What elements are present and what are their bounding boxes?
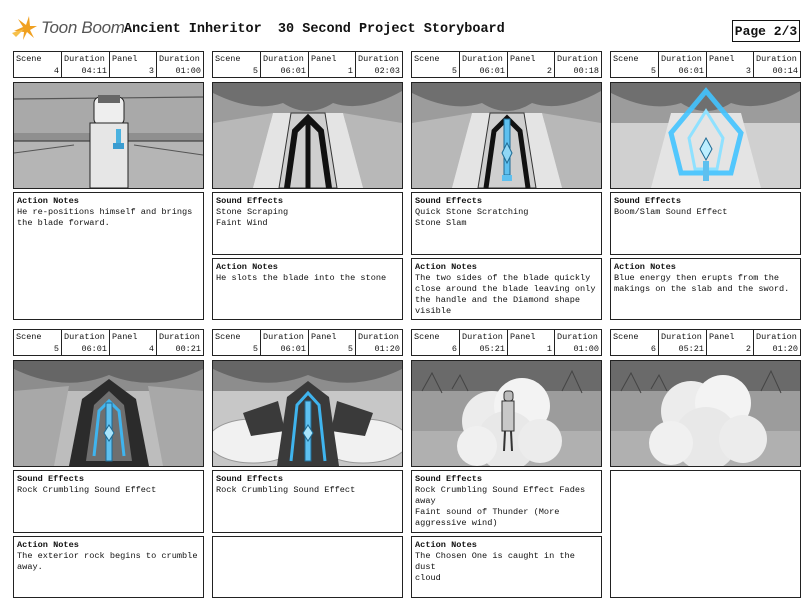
sound-effects-box [212, 192, 403, 255]
panel-number-cell [707, 52, 754, 77]
scene-cell [14, 52, 62, 77]
scene-duration-cell [460, 52, 508, 77]
notes-heading: Sound Effects [216, 196, 284, 206]
notes-text: Rock Crumbling Sound Effect [17, 485, 157, 495]
scene-duration-cell [62, 52, 110, 77]
scene-cell [611, 52, 659, 77]
cell-label: Duration [159, 332, 200, 342]
cell-label: Duration [557, 54, 598, 64]
cell-label: Panel [510, 332, 536, 342]
cell-label: Panel [311, 332, 337, 342]
notes-heading: Action Notes [415, 262, 477, 272]
cell-label: Panel [709, 332, 735, 342]
cell-value: 4 [53, 66, 59, 76]
cell-label: Panel [709, 54, 735, 64]
notes-heading: Action Notes [415, 540, 477, 550]
page-indicator: Page 2/3 [732, 20, 800, 42]
scene-cell [213, 330, 261, 355]
page-title: Ancient Inheritor 30 Second Project Storyboard [124, 22, 505, 37]
notes-text: Rock Crumbling Sound Effect Fades away Faint sound of Thunder (More aggressive wind) [415, 485, 586, 528]
cell-value: 5 [53, 344, 59, 354]
cell-label: Duration [661, 332, 702, 342]
panel-frame-image [212, 82, 403, 189]
notes-text: The Chosen One is caught in the dust cloud [415, 551, 575, 583]
scene-duration-cell [62, 330, 110, 355]
cell-value: 01:00 [175, 66, 201, 76]
scene-duration-cell [659, 330, 707, 355]
panel-frame-image [13, 360, 204, 467]
cell-label: Panel [112, 54, 138, 64]
sound-effects-box [610, 192, 801, 255]
panel-number-cell [508, 330, 555, 355]
cell-label: Scene [16, 332, 42, 342]
brand-name: Toon Boom [41, 18, 125, 37]
action-notes-box [212, 258, 403, 320]
cell-label: Duration [756, 332, 797, 342]
panel-duration-cell [754, 52, 800, 77]
cell-value: 2 [745, 344, 751, 354]
scene-cell [412, 52, 460, 77]
cell-label: Duration [263, 54, 304, 64]
cell-label: Duration [462, 332, 503, 342]
cell-value: 2 [546, 66, 552, 76]
panel-number-cell [110, 330, 157, 355]
cell-label: Duration [64, 332, 105, 342]
panel-frame-image [13, 82, 204, 189]
notes-text: The two sides of the blade quickly close around the blade leaving only the handle and the Diamond shape visible [415, 273, 596, 316]
panel-duration-cell [356, 330, 402, 355]
action-notes-box [13, 536, 204, 598]
cell-label: Panel [510, 54, 536, 64]
panel-number-cell [309, 330, 356, 355]
cell-value: 5 [347, 344, 353, 354]
scene-duration-cell [659, 52, 707, 77]
cell-value: 5 [252, 66, 258, 76]
cell-label: Duration [462, 54, 503, 64]
notes-text: He slots the blade into the stone [216, 273, 387, 283]
cell-value: 06:01 [678, 66, 704, 76]
cell-value: 6 [451, 344, 457, 354]
panel-number-cell [707, 330, 754, 355]
panel-info-bar [610, 51, 801, 78]
cell-value: 05:21 [479, 344, 505, 354]
panel-number-cell [110, 52, 157, 77]
cell-label: Scene [215, 54, 241, 64]
cell-value: 05:21 [678, 344, 704, 354]
cell-label: Duration [263, 332, 304, 342]
action-notes-box [13, 192, 204, 320]
empty-notes-box [212, 536, 403, 598]
action-notes-box [411, 258, 602, 320]
notes-heading: Action Notes [216, 262, 278, 272]
panel-number-cell [309, 52, 356, 77]
scene-duration-cell [261, 52, 309, 77]
notes-text: He re-positions himself and brings the blade forward. [17, 207, 193, 228]
cell-value: 06:01 [479, 66, 505, 76]
cell-value: 3 [148, 66, 154, 76]
cell-value: 5 [451, 66, 457, 76]
panel-duration-cell [356, 52, 402, 77]
panel-info-bar [212, 51, 403, 78]
cell-value: 01:20 [772, 344, 798, 354]
scene-cell [14, 330, 62, 355]
cell-value: 00:18 [573, 66, 599, 76]
action-notes-box [610, 258, 801, 320]
cell-label: Duration [756, 54, 797, 64]
cell-value: 01:20 [374, 344, 400, 354]
notes-text: Stone Scraping Faint Wind [216, 207, 289, 228]
toon-boom-logo [12, 13, 125, 43]
panel-info-bar [610, 329, 801, 356]
cell-value: 5 [650, 66, 656, 76]
notes-heading: Sound Effects [415, 474, 483, 484]
sound-effects-box [411, 192, 602, 255]
sound-effects-box [13, 470, 204, 533]
star-icon [12, 15, 38, 41]
scene-duration-cell [460, 330, 508, 355]
scene-duration-cell [261, 330, 309, 355]
cell-label: Scene [613, 54, 639, 64]
panel-info-bar [212, 329, 403, 356]
notes-heading: Action Notes [17, 196, 79, 206]
cell-label: Scene [613, 332, 639, 342]
panel-info-bar [411, 329, 602, 356]
panel-duration-cell [157, 52, 203, 77]
cell-value: 1 [546, 344, 552, 354]
cell-label: Scene [414, 332, 440, 342]
cell-label: Duration [358, 332, 399, 342]
cell-label: Scene [215, 332, 241, 342]
panel-duration-cell [157, 330, 203, 355]
notes-heading: Sound Effects [614, 196, 682, 206]
panel-frame-image [411, 360, 602, 467]
notes-heading: Sound Effects [415, 196, 483, 206]
panel-info-bar [13, 329, 204, 356]
cell-value: 00:14 [772, 66, 798, 76]
notes-heading: Action Notes [614, 262, 676, 272]
cell-value: 06:01 [280, 66, 306, 76]
cell-value: 5 [252, 344, 258, 354]
cell-label: Duration [661, 54, 702, 64]
notes-heading: Sound Effects [17, 474, 85, 484]
cell-label: Scene [414, 54, 440, 64]
empty-notes-box [610, 470, 801, 598]
panel-frame-image [411, 82, 602, 189]
notes-heading: Sound Effects [216, 474, 284, 484]
scene-cell [412, 330, 460, 355]
cell-label: Duration [64, 54, 105, 64]
panel-duration-cell [555, 330, 601, 355]
panel-duration-cell [555, 52, 601, 77]
scene-cell [213, 52, 261, 77]
panel-info-bar [411, 51, 602, 78]
notes-text: Blue energy then erupts from the makings on the slab and the sword. [614, 273, 790, 294]
cell-label: Duration [557, 332, 598, 342]
cell-value: 06:01 [81, 344, 107, 354]
cell-value: 02:03 [374, 66, 400, 76]
panel-duration-cell [754, 330, 800, 355]
cell-label: Duration [159, 54, 200, 64]
panel-frame-image [610, 360, 801, 467]
cell-value: 00:21 [175, 344, 201, 354]
cell-value: 04:11 [81, 66, 107, 76]
notes-text: Boom/Slam Sound Effect [614, 207, 728, 217]
notes-text: Quick Stone Scratching Stone Slam [415, 207, 529, 228]
panel-frame-image [610, 82, 801, 189]
action-notes-box [411, 536, 602, 598]
sound-effects-box [411, 470, 602, 533]
notes-text: Rock Crumbling Sound Effect [216, 485, 356, 495]
cell-label: Duration [358, 54, 399, 64]
notes-text: The exterior rock begins to crumble away. [17, 551, 198, 572]
storyboard-header [0, 0, 811, 46]
panel-frame-image [212, 360, 403, 467]
sound-effects-box [212, 470, 403, 533]
panel-info-bar [13, 51, 204, 78]
cell-label: Panel [112, 332, 138, 342]
cell-value: 4 [148, 344, 154, 354]
cell-value: 3 [745, 66, 751, 76]
cell-value: 6 [650, 344, 656, 354]
cell-value: 06:01 [280, 344, 306, 354]
cell-value: 1 [347, 66, 353, 76]
notes-heading: Action Notes [17, 540, 79, 550]
cell-label: Scene [16, 54, 42, 64]
cell-label: Panel [311, 54, 337, 64]
scene-cell [611, 330, 659, 355]
cell-value: 01:00 [573, 344, 599, 354]
panel-number-cell [508, 52, 555, 77]
